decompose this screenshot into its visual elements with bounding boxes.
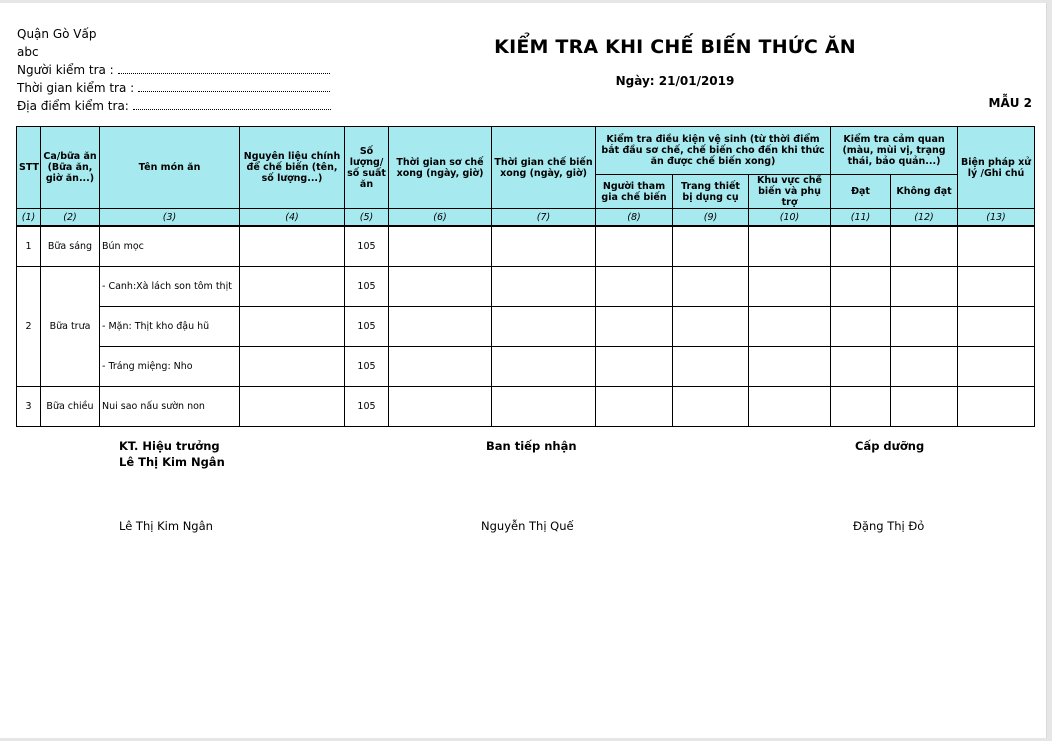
index-cell: (5) [345,209,389,227]
empty-cell [958,347,1035,387]
place-label: Địa điểm kiểm tra: [17,99,129,113]
col-people: Người tham gia chế biến [596,175,673,209]
index-cell: (3) [100,209,240,227]
supplier-title: Cấp dưỡng [855,439,925,453]
empty-cell [891,226,958,267]
empty-cell [240,307,345,347]
empty-cell [492,307,596,347]
empty-cell [831,226,891,267]
empty-cell [492,347,596,387]
document-title: KIỂM TRA KHI CHẾ BIẾN THỨC ĂN [494,36,856,58]
col-equipment: Trang thiết bị dụng cụ [673,175,749,209]
col-quantity: Số lượng/ số suất ăn [345,127,389,209]
empty-cell [673,307,749,347]
index-cell: (7) [492,209,596,227]
empty-cell [492,387,596,427]
table-row [17,307,1035,347]
col-cook-time: Thời gian chế biến xong (ngày, giờ) [492,127,596,209]
stt-cell: 1 [17,226,41,267]
col-meal: Ca/bữa ăn (Bữa ăn, giờ ăn...) [41,127,100,209]
empty-cell [831,267,891,307]
col-area: Khu vực chế biến và phụ trợ [749,175,831,209]
col-action: Biện pháp xử lý /Ghi chú [958,127,1035,209]
empty-cell [389,347,492,387]
col-pass: Đạt [831,175,891,209]
index-row [17,209,1035,227]
school-text: abc [17,45,39,59]
index-cell: (6) [389,209,492,227]
empty-cell [596,226,673,267]
empty-cell [958,226,1035,267]
inspector-line [17,61,331,79]
empty-cell [240,226,345,267]
col-fail: Không đạt [891,175,958,209]
col-dish: Tên món ăn [100,127,240,209]
empty-cell [891,267,958,307]
receiver-signature-name: Nguyễn Thị Quế [481,519,574,533]
stt-cell: 2 [17,267,41,387]
dish-cell: Bún mọc [100,226,240,267]
document-date: Ngày: 21/01/2019 [615,74,735,88]
empty-cell [389,267,492,307]
empty-cell [958,387,1035,427]
empty-cell [831,347,891,387]
empty-cell [831,307,891,347]
index-cell: (11) [831,209,891,227]
quantity-cell: 105 [345,347,389,387]
table-row [17,226,1035,267]
empty-cell [958,307,1035,347]
header-row-1 [17,127,1035,175]
district-text: Quận Gò Vấp [17,27,97,41]
empty-cell [389,226,492,267]
empty-cell [749,347,831,387]
meal-cell: Bữa trưa [41,267,100,387]
receiver-title: Ban tiếp nhận [486,439,577,453]
principal-signature-name: Lê Thị Kim Ngân [119,519,213,533]
empty-cell [749,226,831,267]
inspection-table [16,126,1035,427]
inspector-label: Người kiểm tra : [17,63,114,77]
empty-cell [492,226,596,267]
index-cell: (2) [41,209,100,227]
dish-cell: - Mặn: Thịt kho đậu hũ [100,307,240,347]
dish-cell: Nui sao nấu sườn non [100,387,240,427]
index-cell: (4) [240,209,345,227]
empty-cell [389,307,492,347]
quantity-cell: 105 [345,226,389,267]
empty-cell [831,387,891,427]
col-hygiene-group: Kiểm tra điều kiện vệ sinh (từ thời điểm bắt đầu sơ chế, chế biến cho đến khi thức ăn được chế biến xong) [596,127,831,175]
header-info [17,25,331,115]
index-cell: (13) [958,209,1035,227]
quantity-cell: 105 [345,307,389,347]
meal-cell: Bữa chiều [41,387,100,427]
empty-cell [240,267,345,307]
index-cell: (12) [891,209,958,227]
index-cell: (8) [596,209,673,227]
empty-cell [596,387,673,427]
empty-cell [673,387,749,427]
inspector-dotted-line [118,62,330,74]
empty-cell [389,387,492,427]
empty-cell [596,267,673,307]
index-cell: (1) [17,209,41,227]
empty-cell [673,347,749,387]
form-code: MẪU 2 [988,96,1032,110]
empty-cell [891,307,958,347]
empty-cell [492,267,596,307]
supplier-signature-name: Đặng Thị Đỏ [853,519,925,533]
quantity-cell: 105 [345,387,389,427]
index-cell: (9) [673,209,749,227]
empty-cell [749,307,831,347]
col-prep-time: Thời gian sơ chế xong (ngày, giờ) [389,127,492,209]
empty-cell [749,267,831,307]
document-page [0,3,1047,738]
time-dotted-line [138,80,330,92]
principal-title: KT. Hiệu trưởng [119,439,220,453]
empty-cell [891,387,958,427]
place-line [17,97,331,115]
table-row [17,267,1035,307]
dish-cell: - Tráng miệng: Nho [100,347,240,387]
table-row [17,387,1035,427]
empty-cell [596,307,673,347]
col-stt: STT [17,127,41,209]
empty-cell [749,387,831,427]
empty-cell [596,347,673,387]
empty-cell [240,347,345,387]
col-sensory-group: Kiểm tra cảm quan (màu, mùi vị, trạng thái, bảo quản...) [831,127,958,175]
index-cell: (10) [749,209,831,227]
stt-cell: 3 [17,387,41,427]
dish-cell: - Canh:Xà lách son tôm thịt [100,267,240,307]
quantity-cell: 105 [345,267,389,307]
col-ingredients: Nguyên liệu chính để chế biến (tên, số lượng...) [240,127,345,209]
empty-cell [240,387,345,427]
time-line [17,79,331,97]
time-label: Thời gian kiểm tra : [17,81,135,95]
table-row [17,347,1035,387]
principal-title-name: Lê Thị Kim Ngân [119,455,225,469]
empty-cell [891,347,958,387]
meal-cell: Bữa sáng [41,226,100,267]
empty-cell [958,267,1035,307]
empty-cell [673,267,749,307]
place-dotted-line [133,98,331,110]
empty-cell [673,226,749,267]
